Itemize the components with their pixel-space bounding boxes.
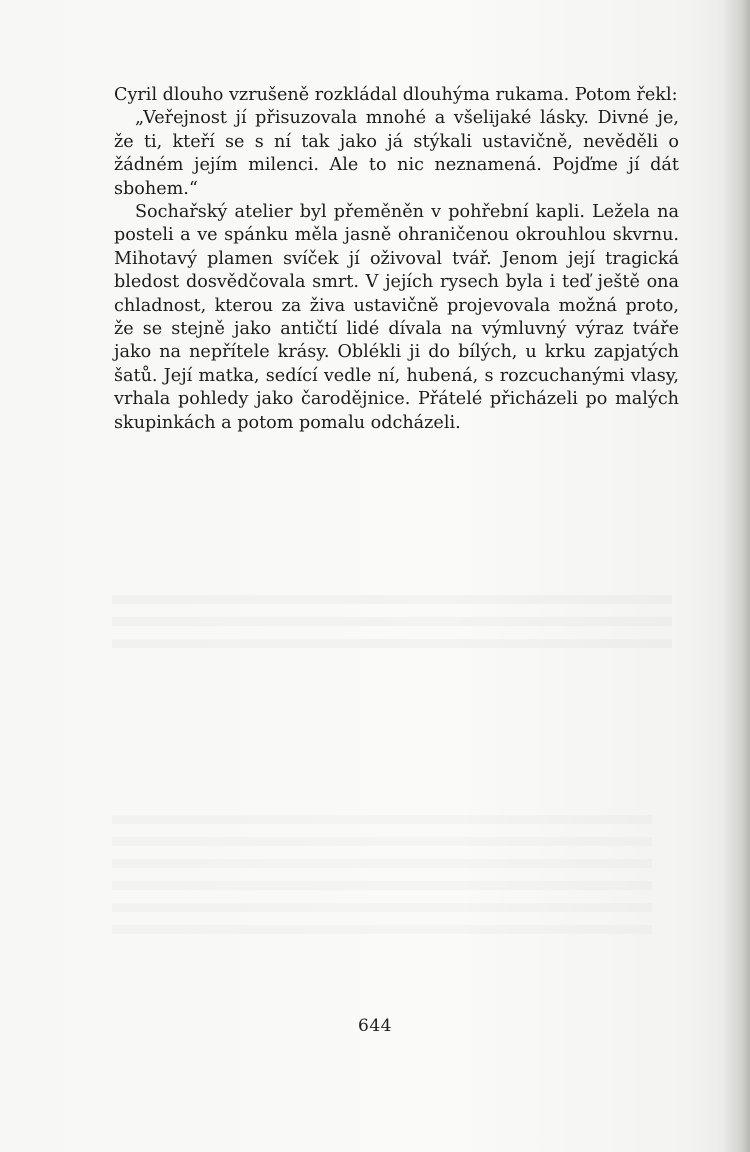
body-text xyxy=(114,84,679,435)
bleed-through-1 xyxy=(112,595,672,655)
page-edge-shadow xyxy=(722,0,750,1152)
paragraph-2: „Veřejnost jí přisuzovala mnohé a všelijaké lásky. Divné je, že ti, kteří se s ní tak jako já stýkali ustavičně, nevěděli o žádném jejím milenci. Ale to nic neznamená. Pojďme jí dát sbohem.“ xyxy=(114,108,679,199)
bleed-through-2 xyxy=(112,815,652,945)
paragraph-1: Cyril dlouho vzrušeně rozkládal dlouhýma rukama. Potom řekl: xyxy=(114,85,678,105)
page-number: 644 xyxy=(358,1016,392,1036)
paragraph-3: Sochařský atelier byl přeměněn v pohřební kapli. Ležela na posteli a ve spánku měla jasně ohraničenou okrouhlou skvrnu. Mihotavý plamen svíček jí oživoval tvář. Jenom její tragická bledost dosvědčovala smrt. V jejích rysech byla i teď ještě ona chladnost, kterou za živa ustavičně projevovala možná proto, že se stejně jako antičtí lidé dívala na výmluvný výraz tváře jako na nepřítele krásy. Oblékli ji do bílých, u krku zapjatých šatů. Její matka, sedící vedle ní, hubená, s rozcuchanými vlasy, vrhala pohledy jako čarodějnice. Přátelé přicházeli po malých skupinkách a potom pomalu odcházeli. xyxy=(114,202,679,433)
